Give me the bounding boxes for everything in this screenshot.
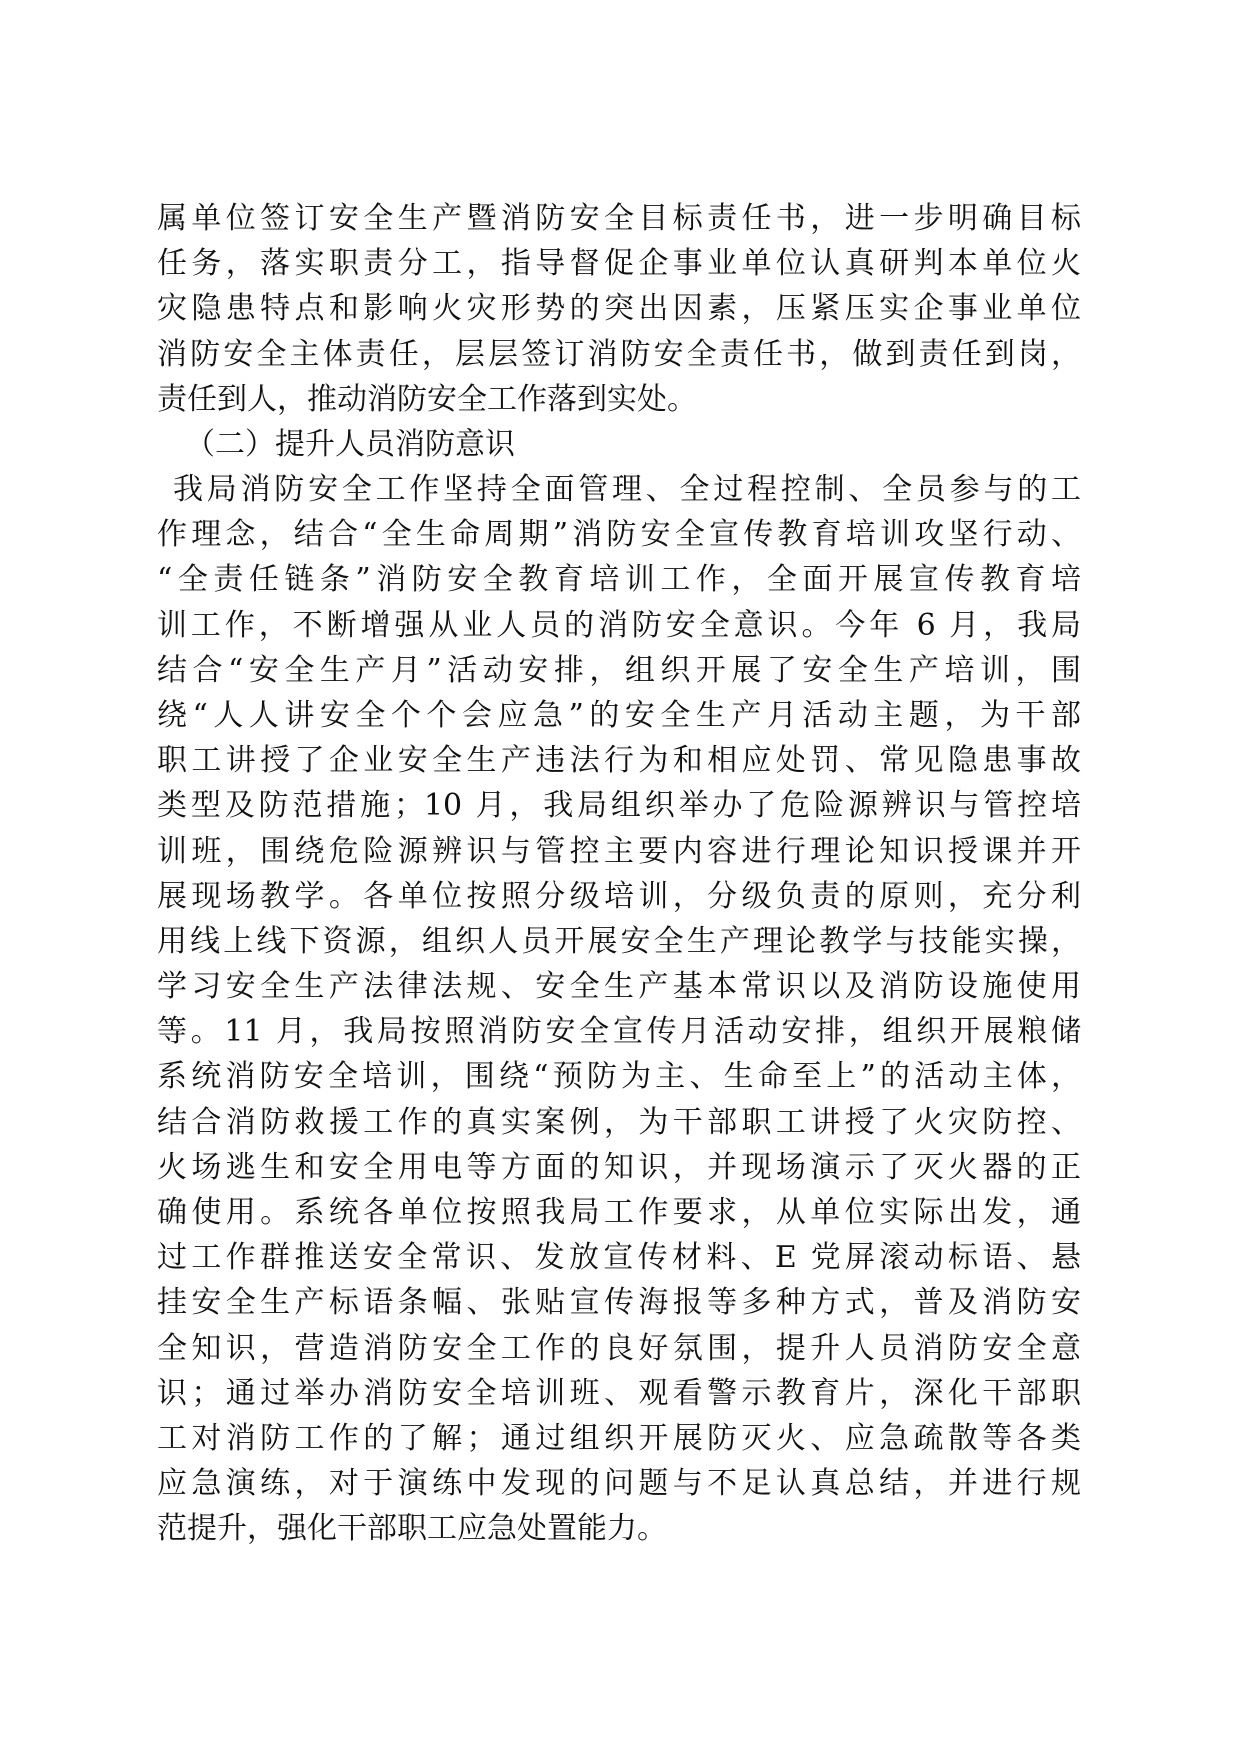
section-heading: （二）提升人员消防意识 [185,427,515,462]
paragraph-line: 灾隐患特点和影响火灾形势的突出因素，压紧压实企事业单位 [157,291,1081,327]
paragraph-line: 用线上线下资源，组织人员开展安全生产理论教学与技能实操， [157,923,1081,959]
paragraph-line: 工对消防工作的了解；通过组织开展防灭火、应急疏散等各类 [157,1420,1081,1456]
paragraph-line: 绕“人人讲安全个个会应急”的安全生产月活动主题，为干部 [157,697,1081,733]
paragraph-line: 挂安全生产标语条幅、张贴宣传海报等多种方式，普及消防安 [157,1285,1081,1321]
paragraph-line: 范提升，强化干部职工应急处置能力。 [157,1511,667,1547]
paragraph-line: 学习安全生产法律法规、安全生产基本常识以及消防设施使用 [157,969,1081,1005]
paragraph-responsibility [157,196,1081,422]
paragraph-line: 消防安全主体责任，层层签订消防安全责任书，做到责任到岗， [157,336,1081,372]
paragraph-line: 我局消防安全工作坚持全面管理、全过程控制、全员参与的工 [173,472,1081,507]
paragraph-line: 全知识，营造消防安全工作的良好氛围，提升人员消防安全意 [157,1330,1081,1366]
paragraph-line: 职工讲授了企业安全生产违法行为和相应处罚、常见隐患事故 [157,743,1081,779]
paragraph-awareness [157,467,1081,1552]
paragraph-line: 责任到人，推动消防安全工作落到实处。 [157,381,697,417]
paragraph-line: 结合“安全生产月”活动安排，组织开展了安全生产培训，围 [157,652,1081,688]
paragraph-line: 类型及防范措施；10 月，我局组织举办了危险源辨识与管控培 [157,788,1081,824]
paragraph-line: 系统消防安全培训，围绕“预防为主、生命至上”的活动主体， [157,1059,1081,1095]
paragraph-line: 应急演练，对于演练中发现的问题与不足认真总结，并进行规 [157,1466,1081,1502]
paragraph-line: 训工作，不断增强从业人员的消防安全意识。今年 6 月，我局 [157,607,1081,643]
paragraph-line: 任务，落实职责分工，指导督促企事业单位认真研判本单位火 [157,246,1081,282]
paragraph-line: 火场逃生和安全用电等方面的知识，并现场演示了灭火器的正 [157,1149,1081,1185]
paragraph-line: 作理念，结合“全生命周期”消防安全宣传教育培训攻坚行动、 [157,517,1081,553]
paragraph-line: 属单位签订安全生产暨消防安全目标责任书，进一步明确目标 [157,201,1081,236]
paragraph-line: 展现场教学。各单位按照分级培训，分级负责的原则，充分利 [157,878,1081,914]
paragraph-line: 识；通过举办消防安全培训班、观看警示教育片，深化干部职 [157,1375,1081,1411]
paragraph-line: 结合消防救援工作的真实案例，为干部职工讲授了火灾防控、 [157,1104,1081,1140]
paragraph-line: 过工作群推送安全常识、发放宣传材料、E 党屏滚动标语、悬 [157,1240,1081,1276]
paragraph-line: “全责任链条”消防安全教育培训工作，全面开展宣传教育培 [157,562,1081,598]
paragraph-line: 等。11 月，我局按照消防安全宣传月活动安排，组织开展粮储 [157,1014,1081,1050]
paragraph-line: 确使用。系统各单位按照我局工作要求，从单位实际出发，通 [157,1195,1081,1230]
paragraph-line: 训班，围绕危险源辨识与管控主要内容进行理论知识授课并开 [157,833,1081,869]
section-heading-block [157,422,1081,467]
